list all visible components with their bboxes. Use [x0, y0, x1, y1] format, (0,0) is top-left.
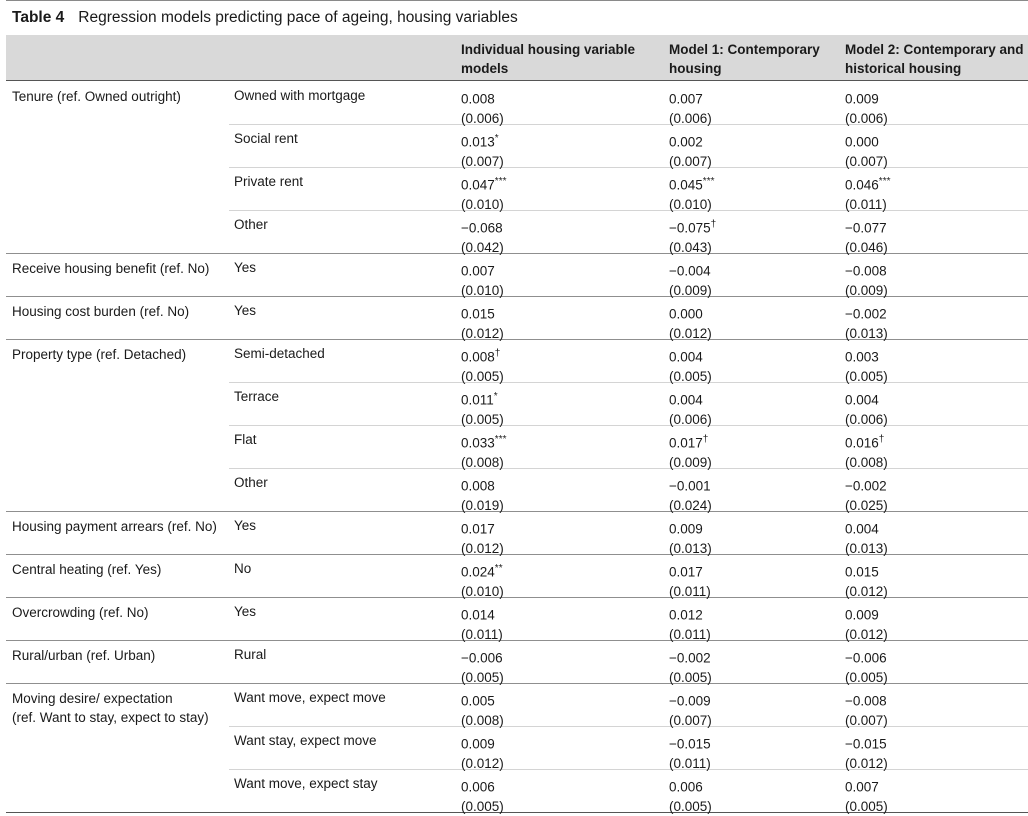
- coefficient: 0.004: [669, 349, 703, 365]
- table-row: [229, 340, 1028, 383]
- standard-error: (0.005): [461, 411, 504, 427]
- coefficient: 0.016: [845, 435, 879, 451]
- estimate-cell: [461, 473, 504, 515]
- table-row: [229, 168, 1028, 211]
- significance-marker: †: [702, 434, 709, 445]
- significance-marker: *: [494, 133, 499, 144]
- category-label: Want stay, expect move: [234, 733, 377, 748]
- standard-error: (0.043): [669, 239, 712, 255]
- estimate-cell: [845, 215, 888, 257]
- estimate-cell: [669, 688, 712, 730]
- estimate-cell: [669, 172, 714, 214]
- estimate-cell: [669, 301, 712, 343]
- table-number: Table 4: [12, 9, 65, 26]
- coefficient: −0.006: [845, 650, 887, 666]
- coefficient: 0.000: [845, 134, 879, 150]
- standard-error: (0.009): [669, 282, 712, 298]
- standard-error: (0.013): [669, 540, 712, 556]
- variable-label: Receive housing benefit (ref. No): [12, 261, 210, 276]
- coefficient: 0.015: [461, 306, 495, 322]
- variable-group: [6, 340, 1028, 512]
- category-label: Want move, expect move: [234, 690, 386, 705]
- standard-error: (0.008): [461, 454, 504, 470]
- significance-marker: ***: [878, 176, 891, 187]
- coefficient: 0.003: [845, 349, 879, 365]
- standard-error: (0.011): [669, 755, 711, 771]
- coefficient: 0.014: [461, 607, 495, 623]
- standard-error: (0.012): [845, 755, 888, 771]
- estimate-cell: [461, 344, 504, 386]
- standard-error: (0.012): [461, 540, 504, 556]
- table-row: [229, 254, 1028, 296]
- coefficient: 0.015: [845, 564, 879, 580]
- table-row: [229, 211, 1028, 253]
- standard-error: (0.011): [669, 583, 711, 599]
- standard-error: (0.006): [845, 110, 888, 126]
- standard-error: (0.007): [845, 712, 888, 728]
- estimate-cell: [845, 430, 888, 472]
- variable-group: [6, 254, 1028, 297]
- estimate-cell: [669, 602, 711, 644]
- variable-group: [6, 555, 1028, 598]
- table-row: [229, 125, 1028, 168]
- table-row: [229, 383, 1028, 426]
- estimate-cell: [845, 473, 888, 515]
- table-row: [229, 641, 1028, 683]
- coefficient: 0.009: [845, 91, 879, 107]
- coefficient: 0.004: [669, 392, 703, 408]
- standard-error: (0.008): [845, 454, 888, 470]
- estimate-cell: [845, 602, 888, 644]
- table-row: [229, 555, 1028, 597]
- standard-error: (0.006): [669, 411, 712, 427]
- variable-group: [6, 684, 1028, 813]
- variable-label: Property type (ref. Detached): [12, 347, 187, 362]
- estimate-cell: [845, 387, 888, 429]
- category-label: Flat: [234, 432, 257, 447]
- standard-error: (0.013): [845, 325, 888, 341]
- estimate-cell: [461, 559, 504, 601]
- standard-error: (0.005): [845, 368, 888, 384]
- table-row: [229, 684, 1028, 727]
- category-label: Semi-detached: [234, 346, 325, 361]
- estimate-cell: [845, 645, 888, 687]
- coefficient: 0.008: [461, 478, 495, 494]
- coefficient: 0.045: [669, 177, 703, 193]
- coefficient: 0.046: [845, 177, 879, 193]
- variable-label: Overcrowding (ref. No): [12, 605, 149, 620]
- estimate-cell: [845, 86, 888, 128]
- standard-error: (0.042): [461, 239, 504, 255]
- variable-group: [6, 598, 1028, 641]
- coefficient: −0.001: [669, 478, 711, 494]
- standard-error: (0.007): [461, 153, 504, 169]
- table-body: [6, 82, 1028, 813]
- estimate-cell: [845, 688, 888, 730]
- variable-label: Housing cost burden (ref. No): [12, 304, 190, 319]
- estimate-cell: [461, 645, 504, 687]
- standard-error: (0.005): [845, 669, 888, 685]
- standard-error: (0.005): [669, 798, 712, 814]
- significance-marker: **: [494, 563, 503, 574]
- estimate-cell: [461, 430, 506, 472]
- table-row: [229, 82, 1028, 125]
- estimate-cell: [669, 559, 711, 601]
- significance-marker: †: [878, 434, 885, 445]
- coefficient: 0.047: [461, 177, 495, 193]
- estimate-cell: [669, 344, 712, 386]
- standard-error: (0.009): [845, 282, 888, 298]
- coefficient: 0.002: [669, 134, 703, 150]
- table-caption: [6, 0, 1028, 35]
- estimate-cell: [461, 774, 504, 816]
- coefficient: −0.008: [845, 693, 887, 709]
- category-label: Other: [234, 475, 268, 490]
- category-label: Owned with mortgage: [234, 88, 366, 103]
- coefficient: 0.007: [461, 263, 495, 279]
- coefficient: 0.012: [669, 607, 703, 623]
- estimate-cell: [669, 430, 712, 472]
- category-label: Rural: [234, 647, 267, 662]
- estimate-cell: [669, 215, 716, 257]
- coefficient: 0.008: [461, 349, 495, 365]
- column-header-model-1: Model 1: Contemporary housing: [669, 42, 820, 76]
- coefficient: 0.004: [845, 521, 879, 537]
- estimate-cell: [669, 86, 712, 128]
- estimate-cell: [461, 301, 504, 343]
- estimate-cell: [669, 774, 712, 816]
- estimate-cell: [845, 559, 888, 601]
- standard-error: (0.024): [669, 497, 712, 513]
- estimate-cell: [461, 86, 504, 128]
- estimate-cell: [845, 344, 888, 386]
- coefficient: −0.015: [669, 736, 711, 752]
- standard-error: (0.006): [461, 110, 504, 126]
- estimate-cell: [845, 301, 888, 343]
- coefficient: 0.017: [669, 564, 703, 580]
- estimate-cell: [845, 172, 890, 214]
- category-label: Private rent: [234, 174, 304, 189]
- standard-error: (0.006): [845, 411, 888, 427]
- estimate-cell: [845, 129, 888, 171]
- coefficient: 0.007: [669, 91, 703, 107]
- significance-marker: *: [493, 391, 498, 402]
- variable-label: Tenure (ref. Owned outright): [12, 89, 181, 104]
- table-row: [229, 512, 1028, 554]
- estimate-cell: [461, 215, 504, 257]
- table-row: [229, 727, 1028, 770]
- estimate-cell: [461, 602, 503, 644]
- standard-error: (0.007): [845, 153, 888, 169]
- variable-group: [6, 297, 1028, 340]
- standard-error: (0.005): [845, 798, 888, 814]
- category-label: Social rent: [234, 131, 298, 146]
- estimate-cell: [845, 774, 888, 816]
- coefficient: 0.013: [461, 134, 495, 150]
- estimate-cell: [669, 645, 712, 687]
- coefficient: 0.008: [461, 91, 495, 107]
- table-header: [6, 35, 1028, 81]
- table-row: [229, 469, 1028, 511]
- significance-marker: ***: [494, 176, 507, 187]
- coefficient: 0.017: [461, 521, 495, 537]
- standard-error: (0.005): [669, 669, 712, 685]
- standard-error: (0.005): [461, 669, 504, 685]
- coefficient: −0.002: [845, 478, 887, 494]
- coefficient: −0.015: [845, 736, 887, 752]
- variable-group: [6, 641, 1028, 684]
- variable-label: Rural/urban (ref. Urban): [12, 648, 156, 663]
- standard-error: (0.010): [461, 583, 504, 599]
- standard-error: (0.005): [461, 368, 504, 384]
- standard-error: (0.007): [669, 153, 712, 169]
- variable-label: Housing payment arrears (ref. No): [12, 519, 217, 534]
- significance-marker: †: [494, 348, 501, 359]
- estimate-cell: [461, 516, 504, 558]
- coefficient: −0.068: [461, 220, 503, 236]
- coefficient: −0.006: [461, 650, 503, 666]
- estimate-cell: [669, 387, 712, 429]
- standard-error: (0.010): [669, 196, 712, 212]
- coefficient: 0.007: [845, 779, 879, 795]
- coefficient: −0.002: [845, 306, 887, 322]
- estimate-cell: [669, 258, 712, 300]
- standard-error: (0.005): [669, 368, 712, 384]
- standard-error: (0.009): [669, 454, 712, 470]
- significance-marker: ***: [494, 434, 507, 445]
- coefficient: 0.006: [669, 779, 703, 795]
- category-label: Yes: [234, 303, 257, 318]
- coefficient: 0.009: [845, 607, 879, 623]
- standard-error: (0.025): [845, 497, 888, 513]
- standard-error: (0.005): [461, 798, 504, 814]
- estimate-cell: [461, 731, 504, 773]
- estimate-cell: [845, 516, 888, 558]
- coefficient: 0.033: [461, 435, 495, 451]
- standard-error: (0.007): [669, 712, 712, 728]
- category-label: Terrace: [234, 389, 280, 404]
- coefficient: 0.011: [461, 392, 494, 408]
- coefficient: 0.000: [669, 306, 703, 322]
- coefficient: 0.009: [669, 521, 703, 537]
- estimate-cell: [845, 258, 888, 300]
- estimate-cell: [669, 516, 712, 558]
- standard-error: (0.012): [461, 755, 504, 771]
- category-label: Want move, expect stay: [234, 776, 378, 791]
- standard-error: (0.011): [845, 196, 887, 212]
- estimate-cell: [669, 473, 712, 515]
- standard-error: (0.012): [845, 626, 888, 642]
- coefficient: −0.002: [669, 650, 711, 666]
- table-row: [229, 297, 1028, 339]
- estimate-cell: [461, 172, 506, 214]
- coefficient: −0.004: [669, 263, 711, 279]
- standard-error: (0.010): [461, 196, 504, 212]
- variable-label: Moving desire/ expectation (ref. Want to stay, expect to stay): [12, 691, 209, 725]
- coefficient: 0.017: [669, 435, 703, 451]
- category-label: Other: [234, 217, 268, 232]
- standard-error: (0.012): [461, 325, 504, 341]
- standard-error: (0.019): [461, 497, 504, 513]
- variable-group: [6, 82, 1028, 254]
- standard-error: (0.010): [461, 282, 504, 298]
- table-row: [229, 770, 1028, 812]
- standard-error: (0.012): [669, 325, 712, 341]
- standard-error: (0.008): [461, 712, 504, 728]
- standard-error: (0.011): [669, 626, 711, 642]
- variable-label: Central heating (ref. Yes): [12, 562, 162, 577]
- category-label: Yes: [234, 260, 257, 275]
- table-row: [229, 598, 1028, 640]
- coefficient: −0.077: [845, 220, 887, 236]
- category-label: Yes: [234, 604, 257, 619]
- category-label: No: [234, 561, 252, 576]
- estimate-cell: [845, 731, 888, 773]
- coefficient: 0.009: [461, 736, 495, 752]
- column-header-individual: Individual housing variable models: [461, 42, 636, 76]
- table-row: [229, 426, 1028, 469]
- coefficient: 0.004: [845, 392, 879, 408]
- coefficient: −0.075: [669, 220, 711, 236]
- standard-error: (0.011): [461, 626, 503, 642]
- coefficient: −0.008: [845, 263, 887, 279]
- estimate-cell: [461, 129, 504, 171]
- estimate-cell: [669, 731, 711, 773]
- coefficient: −0.009: [669, 693, 711, 709]
- coefficient: 0.024: [461, 564, 495, 580]
- estimate-cell: [461, 688, 504, 730]
- standard-error: (0.006): [669, 110, 712, 126]
- variable-group: [6, 512, 1028, 555]
- estimate-cell: [669, 129, 712, 171]
- coefficient: 0.005: [461, 693, 495, 709]
- column-header-model-2: Model 2: Contemporary and historical housing: [845, 42, 1024, 76]
- estimate-cell: [461, 387, 504, 429]
- category-label: Yes: [234, 518, 257, 533]
- coefficient: 0.006: [461, 779, 495, 795]
- table-title: Regression models predicting pace of ageing, housing variables: [78, 9, 518, 26]
- significance-marker: †: [710, 219, 717, 230]
- significance-marker: ***: [702, 176, 715, 187]
- standard-error: (0.012): [845, 583, 888, 599]
- standard-error: (0.013): [845, 540, 888, 556]
- estimate-cell: [461, 258, 504, 300]
- standard-error: (0.046): [845, 239, 888, 255]
